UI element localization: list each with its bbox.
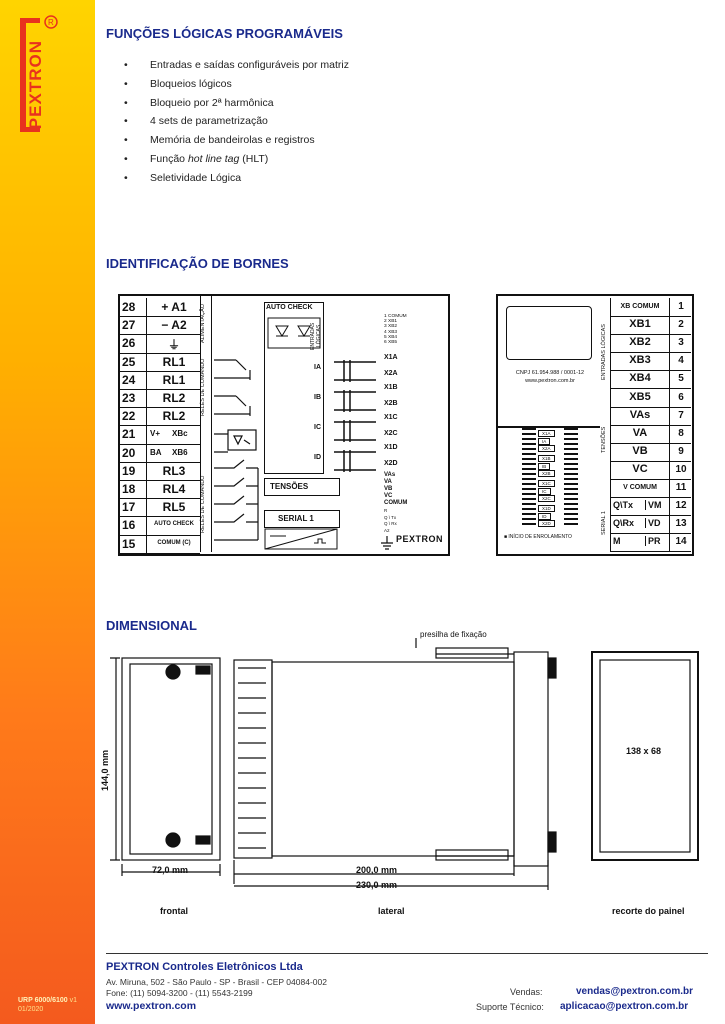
terminal-row [120,480,200,499]
terminal-label: RL3 [162,463,186,478]
terminal-number: 2 [678,319,684,331]
terminal-cell-divider [669,533,670,551]
terminal-label: XB1 [629,318,651,331]
svg-text:R: R [48,18,54,27]
terminal-row [120,516,200,535]
terminal-row [610,425,691,444]
brand-sidebar [0,0,95,1024]
terminal-number: 15 [122,536,136,551]
terminal-row [120,425,200,444]
body-depth-dimension: 200,0 mm [356,865,398,875]
module-label: ID [538,513,551,520]
group-label-relays-1: RELÉS DE COMANDO [200,358,206,416]
terminal-cell-divider [146,334,147,352]
terminal-cell-divider [146,535,147,553]
module-coil-strips [564,428,578,528]
list-item: • Função hot line tag (HLT) [124,150,349,169]
terminal-number: 20 [122,445,136,460]
module-coil-strips [522,428,536,528]
terminal-row [610,334,691,353]
auto-check-label: AUTO CHECK [266,304,313,311]
terminal-label: RL1 [162,354,186,369]
module-label: X2C [538,495,555,502]
logic-input-terminal: 5 XB4 [384,334,398,340]
phase-terminal: X2D [384,460,398,467]
phase-label: IA [314,364,321,371]
terminal-label: V COMUM [623,484,657,491]
clip-label: presilha de fixação [420,630,487,639]
list-item: • Memória de bandeirolas e registros [124,131,349,150]
terminal-label: ⏚ [167,338,180,353]
terminal-label: XB COMUM [620,303,660,310]
phase-terminal: X1D [384,444,398,451]
terminal-cell-divider [146,444,147,462]
terminal-label: M [613,536,621,547]
terminal-label: − A2 [161,318,187,333]
terminal-label: Q\Rx [613,518,635,529]
terminal-label-secondary: PR [645,536,670,546]
terminal-number: 3 [678,337,684,349]
module-label: X2D [538,520,555,527]
terminal-number: 13 [675,518,687,530]
terminal-number: 5 [678,373,684,385]
terminal-row [120,535,200,554]
logic-input-terminal: 6 XB5 [384,340,398,345]
terminal-number: 25 [122,354,136,369]
view-label-frontal: frontal [160,906,188,916]
terminal-cell-divider [669,334,670,352]
terminal-label: RL4 [162,482,186,496]
terminals-title: IDENTIFICAÇÃO DE BORNES [106,256,289,271]
terminal-row [610,352,691,371]
serial-terminal: Q \ Tx [384,514,397,520]
terminal-label: RL1 [162,372,186,387]
terminal-cell-divider [669,407,670,425]
winding-start-note: ■ INÍCIO DE ENROLAMENTO [504,534,572,540]
serial-terminal: Q \ Rx [384,521,397,526]
group-label-relays-2: RELÉS DE COMANDO [200,475,206,533]
terminal-number: 19 [122,463,136,478]
phase-terminal: X1C [384,414,398,421]
terminal-cell-divider [669,497,670,515]
group-label-voltages: TENSÕES [601,426,607,454]
list-item: • Bloqueios lógicos [124,75,349,94]
support-email-link[interactable]: aplicacao@pextron.com.br [560,1001,689,1012]
terminal-label: BA [150,447,162,457]
phase-terminal: X2C [384,430,398,437]
terminal-row [120,298,200,317]
sales-email-link[interactable]: vendas@pextron.com.br [576,986,694,997]
display-window [506,306,592,360]
cutout-dimension: 138 x 68 [626,746,662,756]
terminal-cell-divider [669,370,670,388]
ground-icon [380,536,394,550]
cnpj-text: CNPJ 61.954.988 / 0001-12 [515,370,585,376]
phase-label: IB [314,394,321,401]
list-item: • 4 sets de parametrização [124,112,349,131]
terminal-cell-divider [669,443,670,461]
terminal-label: COMUM (C) [157,539,191,546]
terminal-cell-divider [146,389,147,407]
height-dimension: 144,0 mm [100,749,110,791]
logic-input-terminal: 1 COMUM [384,314,407,319]
terminal-number: 17 [122,500,136,515]
company-website-link[interactable]: www.pextron.com [106,1000,197,1012]
terminal-cell-divider [146,425,147,443]
voltage-terminal: VAs [384,472,396,478]
terminal-row [120,334,200,353]
document-code: URP 6000/6100 v1 01/2020 [18,997,78,1013]
terminal-diagram-right [496,294,694,556]
terminal-number: 12 [675,500,687,512]
voltage-terminal: VB [384,486,393,492]
terminal-cell-divider [146,353,147,371]
terminal-number: 23 [122,391,136,405]
terminal-label: VC [632,462,648,475]
front-width-dimension: 72,0 mm [152,865,189,875]
module-label: X2B [538,470,555,477]
terminal-label: RL5 [162,500,186,515]
site-text: www.pextron.com.br [525,378,575,384]
terminal-row [610,370,691,389]
terminal-number: 22 [122,409,136,424]
terminal-number: 21 [122,427,136,442]
terminal-label-secondary: VM [645,500,670,510]
group-label-serial: SERIAL 1 [601,511,607,535]
terminal-label: VB [632,444,648,457]
module-label: X1B [538,455,555,462]
terminal-row [120,444,200,463]
terminal-row [610,407,691,426]
module-label: IC [538,488,551,495]
terminal-label: RL2 [162,391,186,405]
terminal-cell-divider [669,352,670,370]
voltage-terminal: COMUM [384,500,408,506]
group-label-power: ALIMENTAÇÃO [200,303,206,343]
terminal-number: 8 [678,427,684,439]
terminal-label: RL2 [162,409,186,424]
serial-label: SERIAL 1 [278,514,314,523]
list-item: • Entradas e saídas configuráveis por matriz [124,56,349,75]
terminal-cell-divider [669,425,670,443]
terminal-cell-divider [669,479,670,497]
support-label: Suporte Técnico: [476,1002,544,1012]
terminal-row [610,497,691,516]
dimensional-title: DIMENSIONAL [106,618,197,633]
relay-contacts-icon [210,350,262,550]
terminal-cell-divider [146,462,147,480]
terminal-row [610,316,691,335]
terminal-row [120,316,200,335]
terminal-row [120,389,200,408]
logic-inputs-label: ENTRADAS LÓGICAS [310,322,322,350]
company-name: PEXTRON Controles Eletrônicos Ltda [106,961,303,973]
terminal-number: 7 [678,409,684,421]
sales-label: Vendas: [510,987,543,997]
view-label-cutout: recorte do painel [612,906,685,916]
terminal-cell-divider [669,316,670,334]
terminal-row [120,371,200,390]
terminal-cell-divider [669,515,670,533]
terminal-row [120,407,200,426]
list-item: • Seletividade Lógica [124,169,349,188]
logic-input-terminal: 2 XB1 [384,319,398,325]
module-label: X1A [538,430,555,437]
list-item: • Bloqueio por 2ª harmônica [124,94,349,113]
terminal-number: 24 [122,372,136,387]
phase-label: IC [314,424,321,431]
terminal-number: 16 [122,518,136,533]
terminal-cell-divider [146,298,147,316]
terminal-number: 26 [122,336,136,351]
terminal-number: 28 [122,300,136,314]
terminal-row [120,353,200,372]
module-label: X1C [538,480,555,487]
phase-terminal: X2B [384,400,398,407]
terminal-number: 14 [675,536,687,548]
terminal-label: XB5 [629,390,651,403]
converter-icon [264,528,340,550]
terminal-cell-divider [146,407,147,425]
terminal-cell-divider [146,516,147,534]
terminal-label: VAs [629,408,651,421]
footer-divider [106,953,708,954]
terminal-row [610,298,691,317]
phase-terminal: X2A [384,370,398,377]
terminal-label-secondary: VD [645,518,670,528]
terminal-label: + A1 [161,300,187,314]
terminal-cell-divider [669,389,670,407]
terminal-row [120,462,200,481]
logic-input-terminal: 4 XB3 [384,329,398,335]
terminal-label: Q\Tx [613,500,634,511]
company-address: Av. Miruna, 502 - São Paulo - SP - Brasil - CEP 04084-002 [106,977,327,987]
terminal-label: V+ [150,429,161,439]
module-label: X1D [538,505,555,512]
terminal-label-secondary: XBc [172,429,188,439]
terminal-row [610,389,691,408]
total-depth-dimension: 230,0 mm [356,880,398,890]
logic-input-terminal: 3 XB2 [384,324,398,330]
terminal-row [610,479,691,498]
module-label: X2A [538,445,555,452]
functions-title: FUNÇÕES LÓGICAS PROGRAMÁVEIS [106,26,343,41]
module-label: IB [538,463,550,470]
terminal-number: 4 [678,355,684,367]
terminal-label: VA [632,426,648,439]
terminal-row [610,443,691,462]
serial-terminal: A2 [384,527,390,533]
terminal-cell-divider [669,461,670,479]
terminal-number: 27 [122,318,136,333]
terminal-number: 10 [675,463,687,475]
terminal-row [610,461,691,480]
terminal-label: XB3 [629,354,651,367]
view-label-lateral: lateral [378,906,405,916]
terminal-number: 6 [678,391,684,403]
terminal-cell-divider [146,480,147,498]
terminal-row [610,533,691,552]
terminal-row [610,515,691,534]
terminal-cell-divider [146,371,147,389]
terminal-label: AUTO CHECK [154,521,194,528]
divider [498,426,600,428]
ct-transformers-icon [330,356,380,476]
terminal-label: XB4 [629,372,651,385]
terminal-number: 11 [675,482,687,493]
logo-wordmark: PEXTRON [26,40,45,130]
terminal-number: 1 [678,301,684,312]
module-label: IA [538,438,550,445]
dimensional-drawing [106,628,710,928]
terminal-label-secondary: XB6 [172,447,188,457]
terminal-row [120,498,200,517]
phase-label: ID [314,454,321,461]
tensoes-label: TENSÕES [270,482,309,491]
terminal-cell-divider [146,498,147,516]
terminal-diagram-left [118,294,450,556]
phase-terminal: X1B [384,384,398,391]
group-label-logic-inputs: ENTRADAS LÓGICAS [601,324,607,380]
panel-brand: PEXTRON [396,534,444,544]
phase-terminal: X1A [384,354,398,361]
voltage-terminal: VC [384,493,393,499]
terminal-label: XB2 [629,336,651,349]
terminal-number: 18 [122,482,136,496]
terminal-number: 9 [678,445,684,457]
functions-list [124,56,349,188]
terminal-cell-divider [146,316,147,334]
company-phone: Fone: (11) 5094-3200 - (11) 5543-2199 [106,988,253,998]
voltage-terminal: VA [384,479,392,485]
serial-terminal: R [384,508,388,513]
terminal-cell-divider [669,298,670,316]
